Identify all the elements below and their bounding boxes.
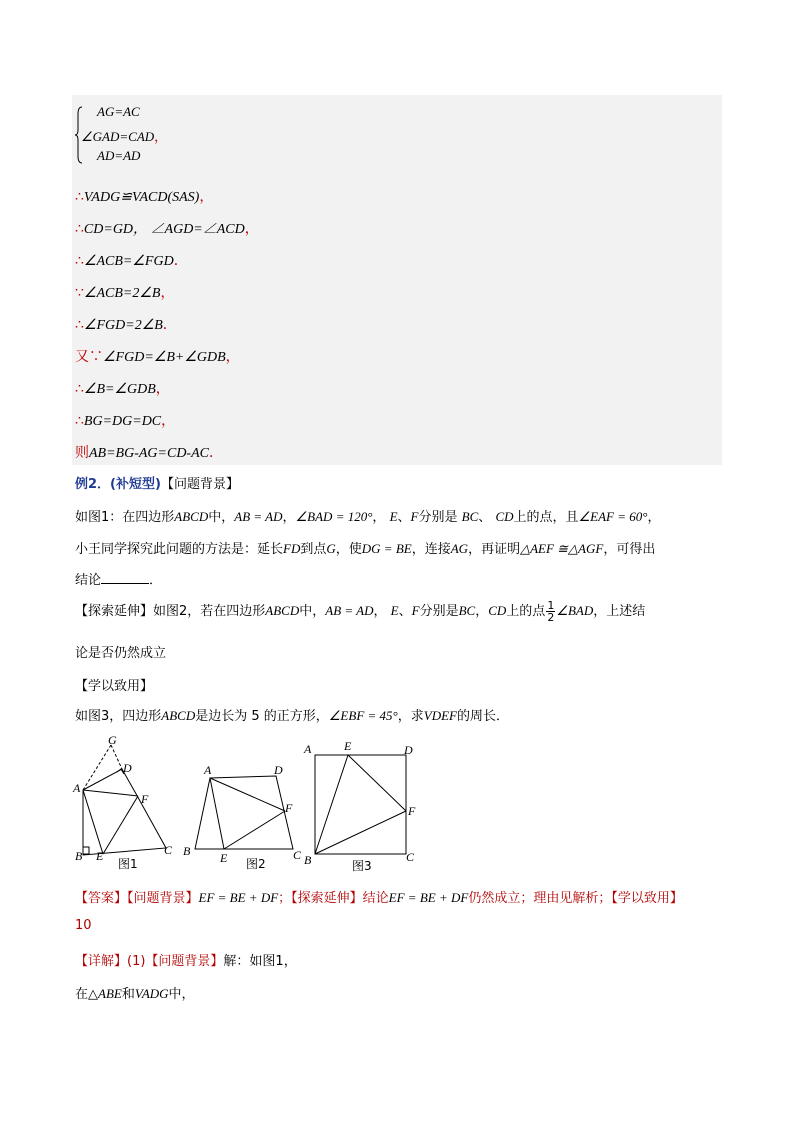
- text: 在△: [75, 987, 98, 1002]
- problem-paragraph-7: [75, 705, 509, 724]
- proof-punct: ，: [161, 414, 176, 429]
- text: 中，: [168, 987, 195, 1002]
- fig3-label-F: F: [408, 804, 416, 818]
- text: 、: [478, 510, 492, 525]
- proof-line: [75, 346, 240, 366]
- text: 、: [398, 604, 412, 619]
- equation-system: [75, 104, 195, 168]
- figure-1: [68, 730, 178, 875]
- text: 的周长．: [456, 709, 509, 724]
- detail-line: [75, 983, 195, 1002]
- math: ABCD: [174, 509, 209, 524]
- detail-heading: [75, 950, 297, 969]
- text: 和: [121, 987, 135, 1002]
- text: ．: [149, 573, 163, 588]
- problem-paragraph-2: [75, 538, 655, 557]
- problem-paragraph-1: [75, 506, 660, 525]
- proof-punct: ，: [225, 350, 240, 365]
- math: EF = BE + DF: [198, 890, 279, 905]
- proof-punct: ，: [155, 382, 170, 397]
- problem-paragraph-4: [75, 600, 645, 623]
- math: E: [390, 603, 399, 618]
- text: ，求: [397, 709, 424, 724]
- proof-line: [75, 250, 188, 270]
- math: DG = BE: [361, 541, 412, 556]
- math: ∠EAF = 60°: [578, 509, 648, 524]
- problem-paragraph-3: [75, 569, 162, 588]
- proof-line: [75, 218, 259, 238]
- math: ∠BAD: [556, 603, 594, 618]
- fig1-label-B: B: [75, 849, 83, 863]
- text: 解：如图1，: [223, 954, 297, 969]
- text: 中，: [299, 604, 326, 619]
- text: 结论: [75, 573, 102, 588]
- fig3-label-E: E: [344, 739, 352, 753]
- math: CD: [488, 603, 507, 618]
- text: 小王同学探究此问题的方法是：延长: [75, 542, 284, 557]
- system-row-3: AD=AD: [97, 148, 141, 163]
- text: 上的点: [506, 604, 546, 619]
- proof-math: ∠FGD=∠B+∠GDB: [103, 350, 226, 365]
- problem-paragraph-5: 论是否仍然成立: [75, 646, 167, 661]
- system-row-2: [81, 126, 167, 145]
- proof-connector: ∵: [75, 286, 84, 301]
- proof-line: [75, 410, 175, 430]
- math: BC: [458, 603, 476, 618]
- proof-math: AB=BG-AG=CD-AC: [89, 446, 209, 461]
- system-row-1: AG=AC: [97, 104, 140, 119]
- fig2-label-D: D: [274, 763, 283, 777]
- text: ，连接: [411, 542, 451, 557]
- proof-connector: ∴: [75, 254, 84, 269]
- fig3-label-A: A: [304, 742, 312, 756]
- fig1-label-F: F: [141, 792, 149, 806]
- proof-line: [75, 186, 213, 206]
- fig2-label-E: E: [220, 851, 228, 865]
- math: F: [410, 509, 419, 524]
- text: 、: [397, 510, 411, 525]
- fig1-label-C: C: [164, 843, 173, 857]
- proof-math: ∠ACB=∠FGD: [83, 254, 174, 269]
- text: ，: [372, 510, 386, 525]
- math: ABCD: [265, 603, 300, 618]
- text: ，可得出: [603, 542, 656, 557]
- fraction-half: [546, 600, 555, 623]
- fig1-caption: 图1: [118, 857, 138, 871]
- math: ∠EBF = 45°: [328, 708, 398, 723]
- proof-math: BG=DG=DC: [83, 414, 162, 429]
- proof-line: [75, 314, 177, 334]
- text: 到点: [300, 542, 327, 557]
- fraction-denominator: 2: [547, 611, 555, 624]
- proof-connector: 又∵: [75, 350, 103, 365]
- proof-punct: ．: [162, 318, 177, 333]
- math: AG: [450, 541, 469, 556]
- proof-connector: ∴: [75, 382, 84, 397]
- fig1-label-D: D: [123, 761, 132, 775]
- fig2-label-B: B: [183, 844, 191, 858]
- proof-math: ∠FGD=2∠B: [83, 318, 163, 333]
- text: 如图1：在四边形: [75, 510, 175, 525]
- math: E: [389, 509, 398, 524]
- fig3-label-C: C: [406, 850, 415, 864]
- proof-line: [75, 442, 223, 462]
- text: 如图3，四边形: [75, 709, 162, 724]
- text: 分别是: [419, 604, 459, 619]
- proof-math: ∠B=∠GDB: [83, 382, 156, 397]
- math: G: [326, 541, 336, 556]
- proof-math: ∠ACB=2∠B: [83, 286, 161, 301]
- figure-3: [300, 738, 425, 876]
- proof-punct: ，: [244, 222, 259, 237]
- text: ，上述结: [593, 604, 646, 619]
- proof-math: CD=GD， ∠AGD=∠ACD: [83, 222, 245, 237]
- text: ，: [282, 510, 296, 525]
- answer-line: [75, 887, 683, 906]
- math: AB = AD: [234, 509, 283, 524]
- section-problem-background: 【问题背景】: [160, 477, 239, 492]
- proof-punct: ，: [160, 286, 175, 301]
- example-label: 例2．(补短型): [75, 477, 161, 492]
- text: 上的点，且: [513, 510, 579, 525]
- figure-2: [180, 760, 305, 875]
- text: 【探索延伸】如图2，若在四边形: [75, 604, 266, 619]
- answer-value: 10: [75, 918, 92, 933]
- text: ，再证明: [468, 542, 521, 557]
- fig2-label-A: A: [204, 763, 212, 777]
- answer-blank: [101, 573, 149, 584]
- text: 中，: [208, 510, 235, 525]
- proof-punct: ．: [173, 254, 188, 269]
- math: ABE: [98, 986, 122, 1001]
- proof-math: VADG≌VACD(SAS): [83, 190, 200, 205]
- detail-label: 【详解】(1)【问题背景】: [75, 954, 224, 969]
- proof-punct: ，: [199, 190, 214, 205]
- text: 分别是: [418, 510, 458, 525]
- text: 【答案】【问题背景】: [75, 891, 199, 906]
- fig1-label-E: E: [96, 849, 104, 863]
- proof-line: [75, 378, 170, 398]
- proof-punct: ．: [208, 446, 223, 461]
- fig3-label-B: B: [304, 853, 312, 867]
- text: ，: [373, 604, 387, 619]
- text: ，: [647, 510, 661, 525]
- fig2-label-C: C: [293, 848, 302, 862]
- math: BC: [461, 509, 479, 524]
- fig1-label-G: G: [108, 733, 117, 747]
- math: CD: [495, 509, 514, 524]
- math: ∠BAD = 120°: [295, 509, 373, 524]
- system-row-2-math: ∠GAD=CAD: [81, 129, 155, 144]
- math: △AEF ≅△AGF: [520, 541, 604, 556]
- fig2-caption: 图2: [246, 857, 266, 871]
- text: 仍然成立；理由见解析；【学以致用】: [468, 891, 683, 906]
- proof-connector: ∴: [75, 414, 84, 429]
- fig2-label-F: F: [285, 801, 293, 815]
- proof-connector: ∴: [75, 222, 84, 237]
- fig1-label-A: A: [73, 781, 81, 795]
- math: VADG: [134, 986, 169, 1001]
- math: FD: [283, 541, 301, 556]
- proof-connector: ∴: [75, 190, 84, 205]
- text: ；【探索延伸】结论: [278, 891, 389, 906]
- text: 是边长为 5 的正方形，: [195, 709, 329, 724]
- math: EF = BE + DF: [388, 890, 469, 905]
- proof-line: [75, 282, 174, 302]
- math: AB = AD: [325, 603, 374, 618]
- fraction-numerator: 1: [547, 599, 555, 612]
- example-heading: [75, 473, 239, 492]
- section-apply: 【学以致用】: [75, 679, 154, 694]
- math: F: [411, 603, 420, 618]
- proof-connector: ∴: [75, 318, 84, 333]
- fig3-caption: 图3: [352, 859, 372, 873]
- text: ，: [475, 604, 489, 619]
- text: ，使: [335, 542, 362, 557]
- system-row-2-tail: ，: [154, 129, 168, 144]
- math: ABCD: [161, 708, 196, 723]
- fig3-label-D: D: [404, 743, 413, 757]
- math: VDEF: [423, 708, 457, 723]
- proof-connector: 则: [75, 446, 89, 461]
